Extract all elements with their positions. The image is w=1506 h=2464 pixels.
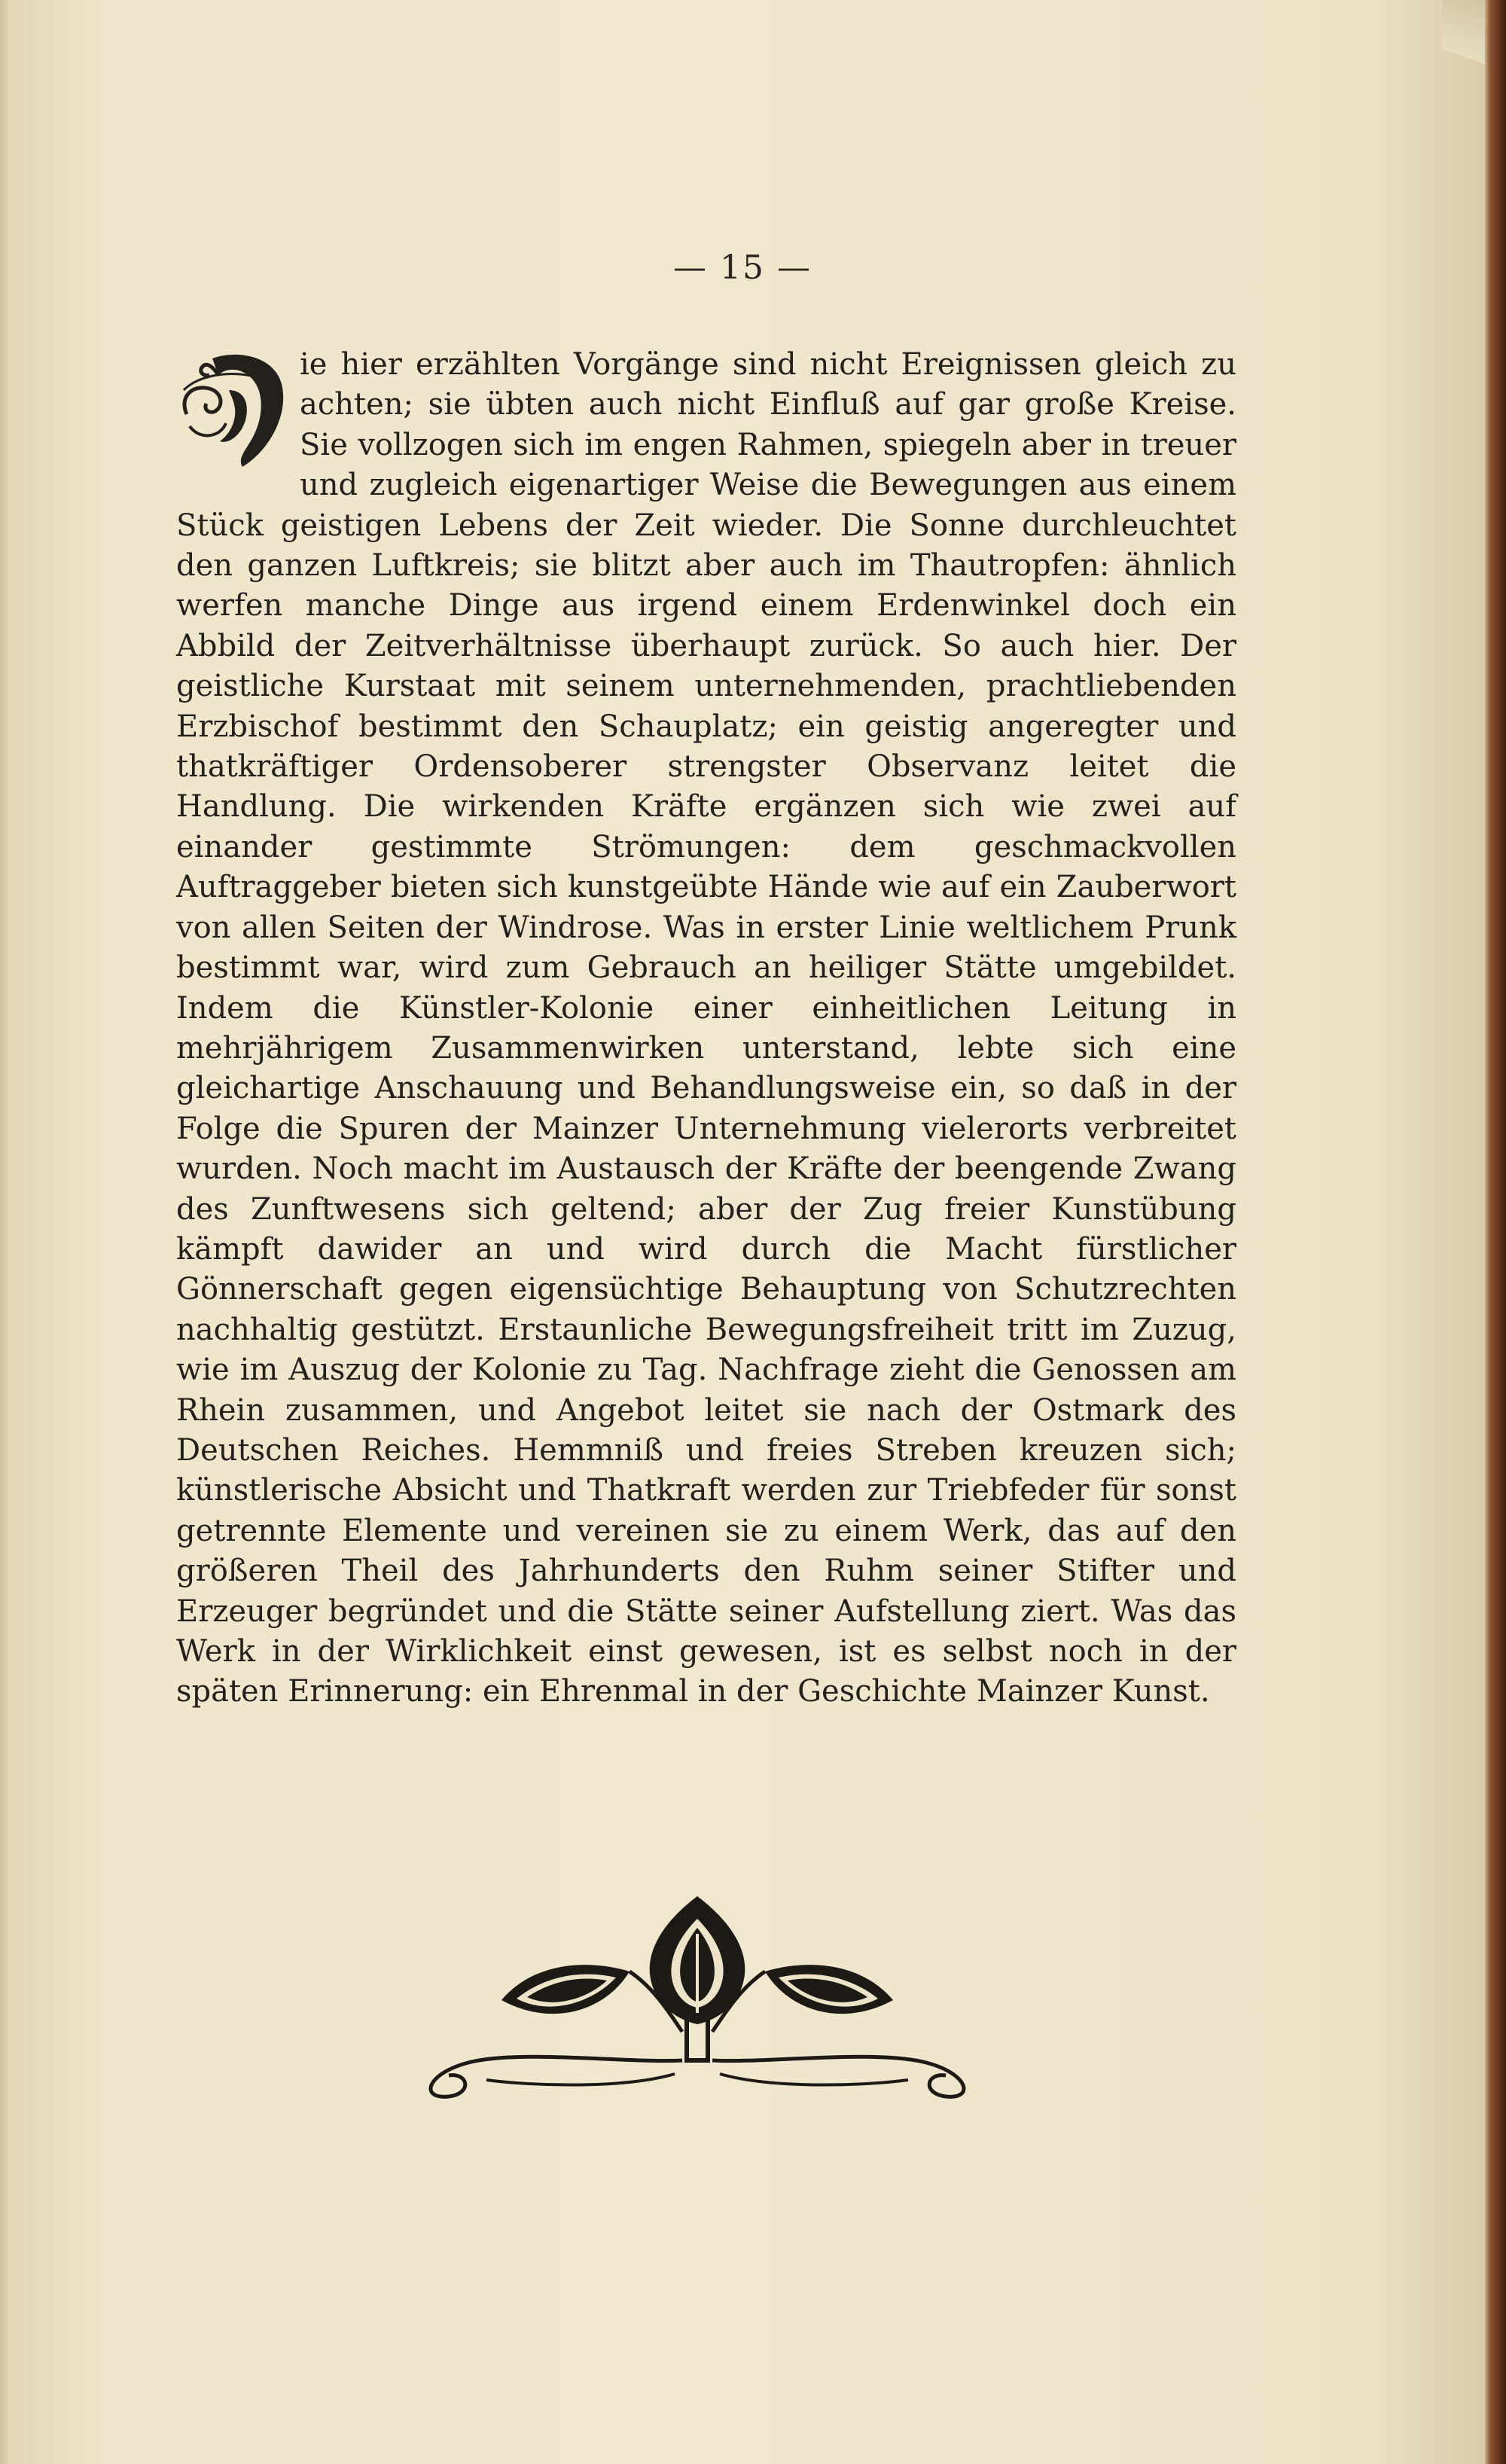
ornate-initial-d-icon [176,345,289,473]
book-binding-edge [1485,0,1506,2464]
three-leaf-vignette-icon [404,1889,991,2101]
page-gutter-shadow [0,0,11,2464]
paragraph-text: ie hier erzählten Vorgänge sind nicht Ereignissen gleich zu achten; sie übten auch nicht Einfluß auf gar große Kreise. Sie vollzogen sich im engen Rahmen, spiegeln aber in treuer und zugleich eigenartiger Weise die Bewegungen aus einem Stück geistigen Lebens der Zeit wieder. Die Sonne durchleuchtet den ganzen Luftkreis; sie blitzt aber auch im Thautropfen: ähnlich werfen manche Dinge aus irgend einem Erdenwinkel doch ein Abbild der Zeitverhältnisse überhaupt zurück. So auch hier. Der geistliche Kurstaat mit seinem unternehmenden, prachtliebenden Erzbischof bestimmt den Schauplatz; ein geistig angeregter und thatkräftiger Ordensoberer strengster Observanz leitet die Handlung. Die wirkenden Kräfte ergänzen sich wie zwei auf einander gestimmte Strömungen: dem geschmackvollen Auftraggeber bieten sich kunstgeübte Hände wie auf ein Zauberwort von allen Seiten der Windrose. Was in erster Linie weltlichem Prunk bestimmt war, wird zum Gebrauch an heiliger Stätte umgebildet. Indem die Künstler-Kolonie einer einheitlichen Leitung in mehrjährigem Zusammenwirken unterstand, lebte sich eine gleichartige Anschauung und Behandlungsweise ein, so daß in der Folge die Spuren der Mainzer Unternehmung vielerorts verbreitet wurden. Noch macht im Austausch der Kräfte der beengende Zwang des Zunftwesens sich geltend; aber der Zug freier Kunstübung kämpft dawider an und wird durch die Macht fürstlicher Gönnerschaft gegen eigensüchtige Behauptung von Schutzrechten nachhaltig gestützt. Erstaunliche Bewegungsfreiheit tritt im Zuzug, wie im Auszug der Kolonie zu Tag. Nachfrage zieht die Genossen am Rhein zusammen, und Angebot leitet sie nach der Ostmark des Deutschen Reiches. Hemmniß und freies Streben kreuzen sich; künstlerische Absicht und Thatkraft werden zur Triebfeder für sonst getrennte Elemente und vereinen sie zu einem Werk, das auf den größeren Theil des Jahrhunderts den Ruhm seiner Stifter und Erzeuger begründet und die Stätte seiner Aufstellung ziert. Was das Werk in der Wirklichkeit einst gewesen, ist es selbst noch in der späten Erinnerung: ein Ehrenmal in der Geschichte Mainzer Kunst. [176,347,1236,1709]
page-corner-fold [1442,0,1485,90]
body-paragraph [176,345,1236,1712]
page-number: — 15 — [673,249,812,287]
